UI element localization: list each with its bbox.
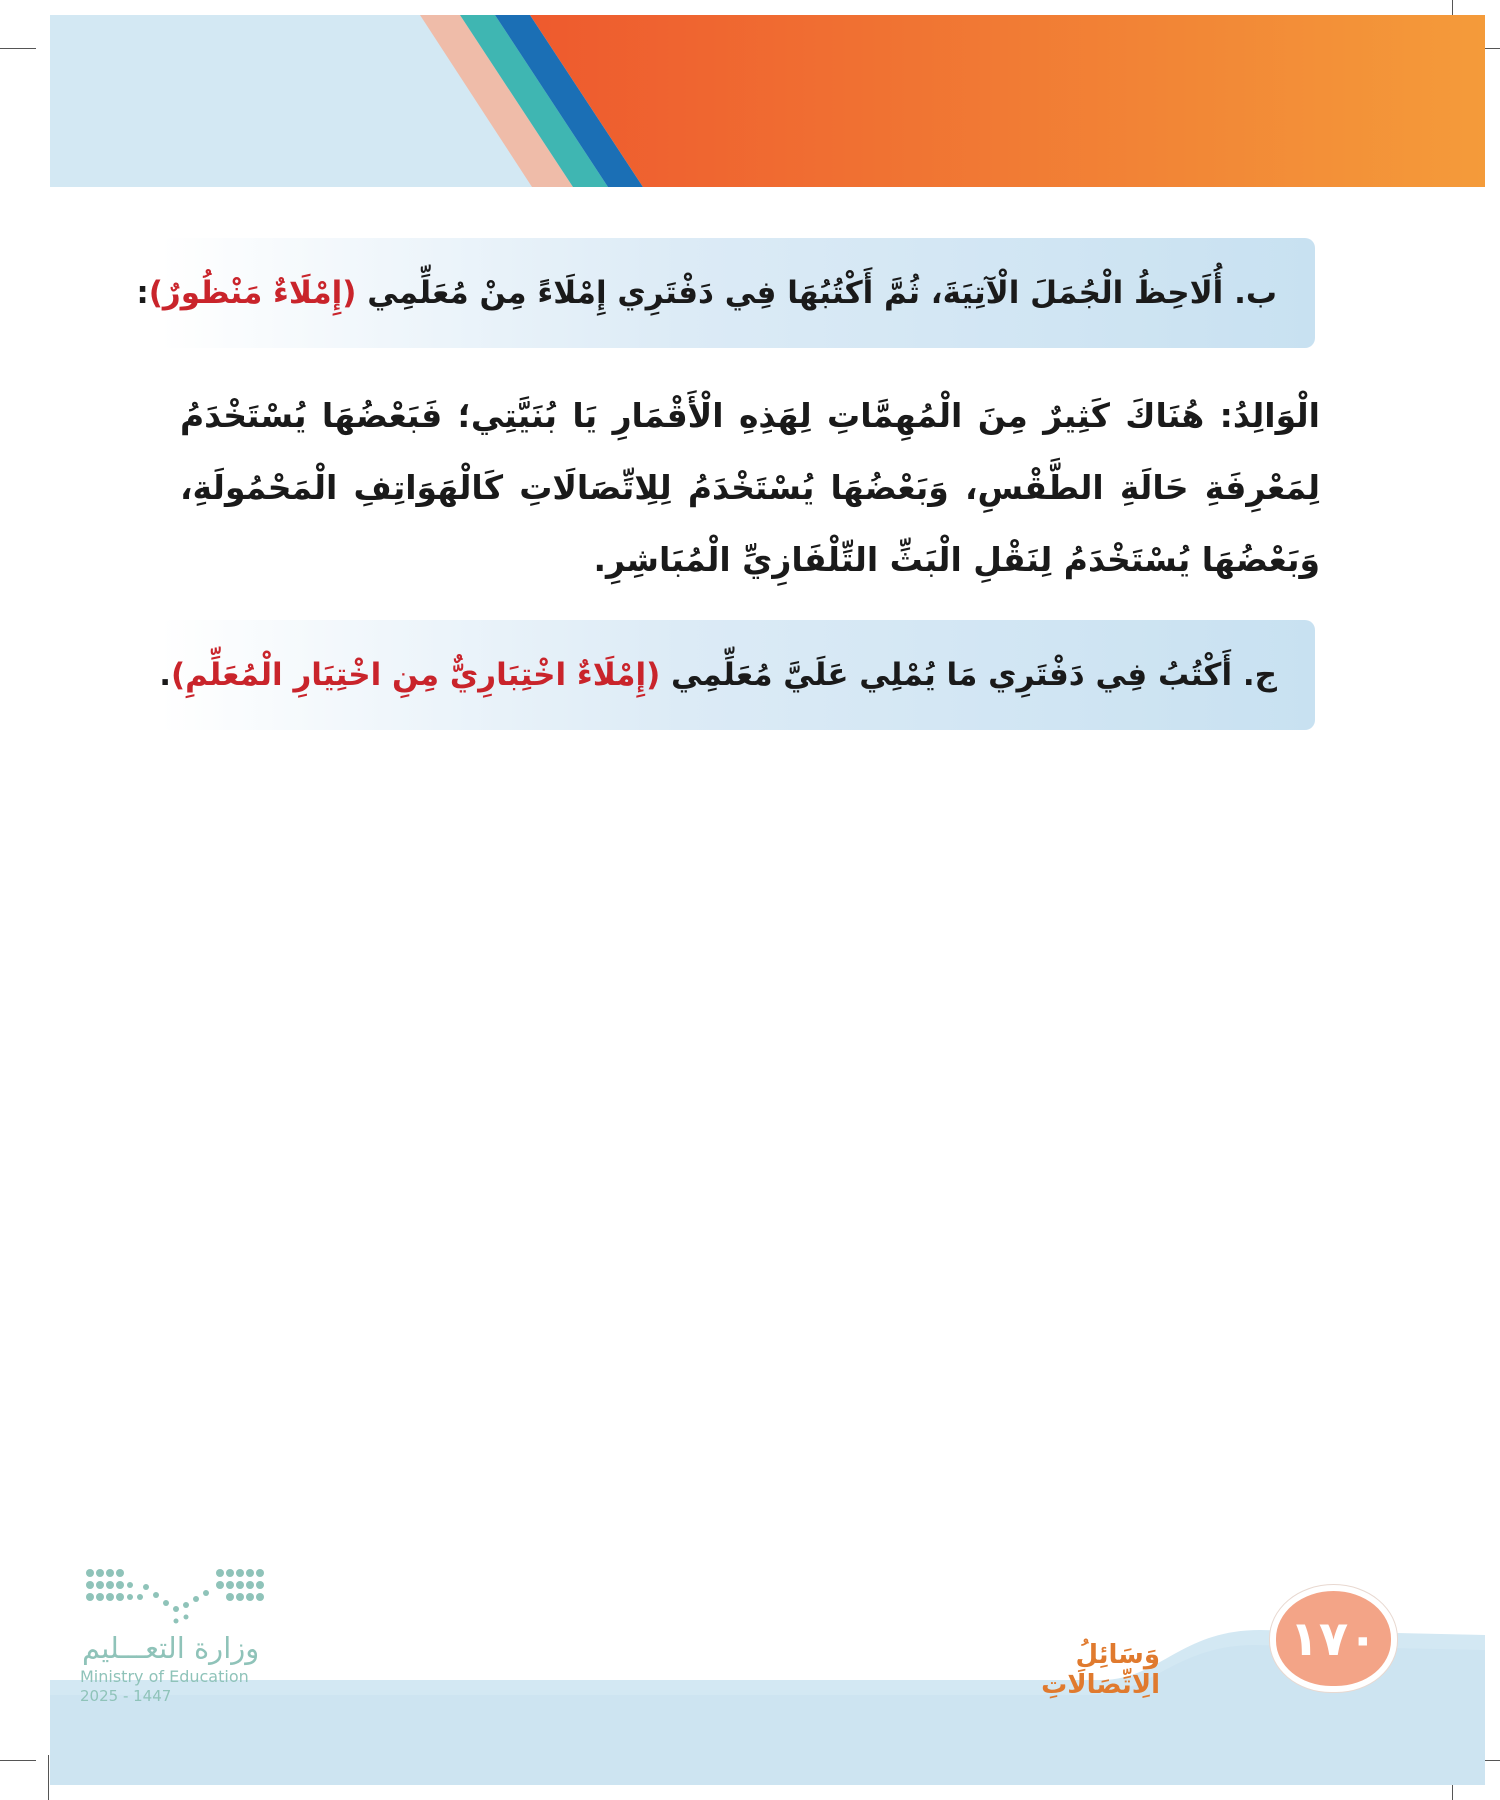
header-band <box>50 15 1485 187</box>
instruction-b-main: ب. أُلَاحِظُ الْجُمَلَ الْآتِيَةَ، ثُمَّ أَكْتُبُهَا فِي دَفْتَرِي إِمْلَاءً مِنْ مُعَلِّمِي <box>356 275 1277 311</box>
instruction-box-c <box>160 620 1315 730</box>
instruction-c-end: . <box>159 657 171 693</box>
instruction-c-highlight: (إِمْلَاءٌ اخْتِبَارِيٌّ مِنِ اخْتِيَارِ الْمُعَلِّمِ) <box>170 657 661 693</box>
instruction-c-main: ج. أَكْتُبُ فِي دَفْتَرِي مَا يُمْلِي عَلَيَّ مُعَلِّمِي <box>660 657 1277 693</box>
ministry-name-arabic: وزارة التعـــليم <box>82 1631 260 1665</box>
header-graphic <box>50 15 1485 187</box>
instruction-box-b <box>136 238 1315 348</box>
instruction-b-end: : <box>136 275 149 311</box>
page-number-badge <box>1270 1585 1397 1692</box>
instruction-c-text <box>159 657 1277 693</box>
header-orange-panel <box>530 15 1485 187</box>
page-number: ١٧٠ <box>1289 1610 1378 1667</box>
crop-mark <box>0 48 36 49</box>
ministry-year: 2025 - 1447 <box>80 1687 172 1705</box>
ministry-logo <box>80 1565 280 1705</box>
instruction-b-highlight: (إِمْلَاءٌ مَنْظُورٌ) <box>148 275 357 311</box>
ministry-dots-icon <box>80 1565 270 1625</box>
instruction-b-text <box>136 275 1277 311</box>
dictation-passage: الْوَالِدُ: هُنَاكَ كَثِيرٌ مِنَ الْمُهِمَّاتِ لِهَذِهِ الْأَقْمَارِ يَا بُنَيَّتِي؛ فَبَعْضُهَا يُسْتَخْدَمُ لِمَعْرِفَةِ حَالَةِ الطَّقْسِ، وَبَعْضُهَا يُسْتَخْدَمُ لِلِاتِّصَالَاتِ كَالْهَوَاتِفِ الْمَحْمُولَةِ، وَبَعْضُهَا يُسْتَخْدَمُ لِنَقْلِ الْبَثِّ التِّلْفَازِيِّ الْمُبَاشِرِ. <box>180 396 1320 579</box>
ministry-name-english: Ministry of Education <box>80 1667 249 1686</box>
chapter-title: وَسَائِلُ الِاتِّصَالَاتِ <box>1041 1640 1160 1700</box>
